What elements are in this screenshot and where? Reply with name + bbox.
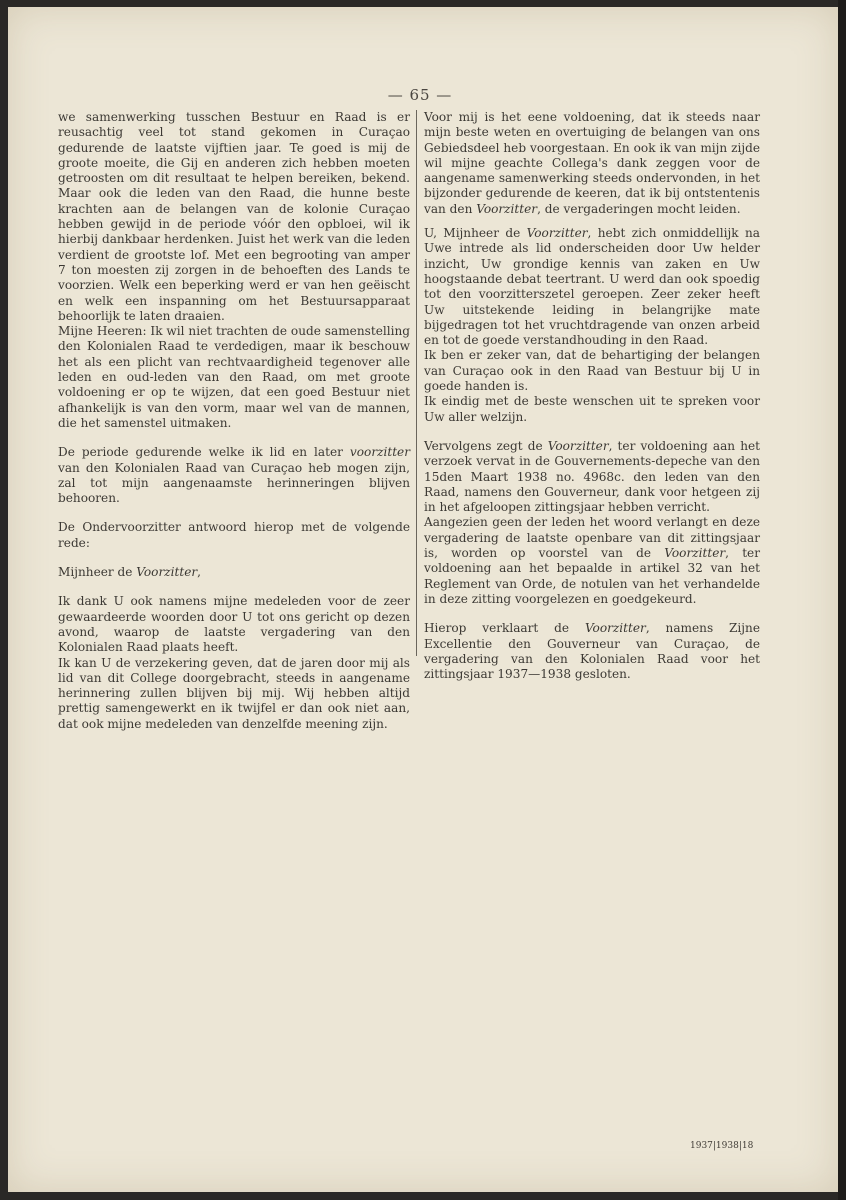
paragraph: Ik eindig met de beste wenschen uit te spreken voor Uw aller welzijn. [424, 394, 760, 424]
paragraph: Vervolgens zegt de Voorzitter, ter voldoening aan het verzoek vervat in de Gouvernements-depeche van den 15den Maart 1938 no. 4968c. den leden van den Raad, namens den Gouverneur, dank voor hetgeen zij in het afgeloopen zittingsjaar hebben verricht. [424, 438, 760, 515]
scan-edge [838, 0, 846, 1200]
paragraph: Ik ben er zeker van, dat de behartiging der belangen van Curaçao ook in den Raad van Bestuur bij U in goede handen is. [424, 348, 760, 394]
paragraph: U, Mijnheer de Voorzitter, hebt zich onmiddellijk na Uwe intrede als lid onderscheiden door Uw helder inzicht, Uw grondige kennis van zaken en Uw hoogstaande debat teertrant. U werd dan ook spoedig tot den voorzitterszetel geroepen. Zeer zeker heeft Uw uitstekende leiding in belangrijke mate bijgedragen tot het vruchtdragende van onzen arbeid en tot de goede verstandhouding in den Raad. [424, 226, 760, 348]
paragraph: Ik dank U ook namens mijne medeleden voor de zeer gewaardeerde woorden door U tot ons gericht op dezen avond, waarop de laatste vergadering van den Kolonialen Raad plaats heeft. [58, 594, 410, 655]
paragraph: Aangezien geen der leden het woord verlangt en deze vergadering de laatste openbare van dit zittingsjaar is, worden op voorstel van de Voorzitter, ter voldoening aan het bepaalde in artikel 32 van het Reglement van Orde, de notulen van het verhandelde in deze zitting voorgelezen en goedgekeurd. [424, 515, 760, 606]
left-column [58, 110, 410, 732]
paragraph: Mijne Heeren: Ik wil niet trachten de oude samenstelling den Kolonialen Raad te verdedigen, maar ik beschouw het als een plicht van rechtvaardigheid tegenover alle leden en oud-leden van den Raad, om met groote voldoening er op te wijzen, dat een goed Bestuur niet afhankelijk is van den vorm, maar wel van de mannen, die het samenstel uitmaken. [58, 324, 410, 430]
paragraph: Ik kan U de verzekering geven, dat de jaren door mij als lid van dit College doorgebracht, steeds in aangename herinnering zullen blijven bij mij. Wij hebben altijd prettig samengewerkt en ik twijfel er dan ook niet aan, dat ook mijne medeleden van denzelfde meening zijn. [58, 655, 410, 731]
right-column [424, 110, 760, 682]
column-divider [416, 110, 417, 656]
paragraph: Hierop verklaart de Voorzitter, namens Zijne Excellentie den Gouverneur van Curaçao, de vergadering van den Kolonialen Raad voor het zittingsjaar 1937—1938 gesloten. [424, 621, 760, 682]
salutation: Mijnheer de Voorzitter, [58, 565, 201, 580]
paragraph: Voor mij is het eene voldoening, dat ik steeds naar mijn beste weten en overtuiging de belangen van ons Gebiedsdeel heb voorgestaan. En ook ik van mijn zijde wil mijne geachte Collega's dank zeggen voor de aangename samenwerking steeds ondervonden, in het bijzonder gedurende de keeren, dat ik bij ontstentenis van den Voorzitter, de vergaderingen mocht leiden. [424, 110, 760, 216]
paragraph: we samenwerking tusschen Bestuur en Raad is er reusachtig veel tot stand gekomen in Curaçao gedurende de laatste vijftien jaar. Te goed is mij de groote moeite, die Gij en anderen zich hebben moeten getroosten om dit resultaat te helpen bereiken, bekend. Maar ook die leden van den Raad, die hunne beste krachten aan de belangen van de kolonie Curaçao hebben gewijd in de periode vóór den opbloei, wil ik hierbij dankbaar herdenken. Juist het werk van die leden verdient de grootste lof. Met een begrooting van amper 7 ton moesten zij zorgen in de behoeften des Lands te voorzien. Welk een beperking werd er van hen geëischt en welk een inspanning om het Bestuursapparaat behoorlijk te laten draaien. [58, 110, 410, 323]
footer-reference: 1937|1938|18 [690, 1141, 754, 1151]
paragraph: De periode gedurende welke ik lid en later voorzitter van den Kolonialen Raad van Curaçao heb mogen zijn, zal tot mijn aangenaamste herinneringen blijven behooren. [58, 445, 410, 506]
page-number: — 65 — [387, 86, 453, 104]
paragraph: De Ondervoorzitter antwoord hierop met de volgende rede: [58, 520, 410, 550]
